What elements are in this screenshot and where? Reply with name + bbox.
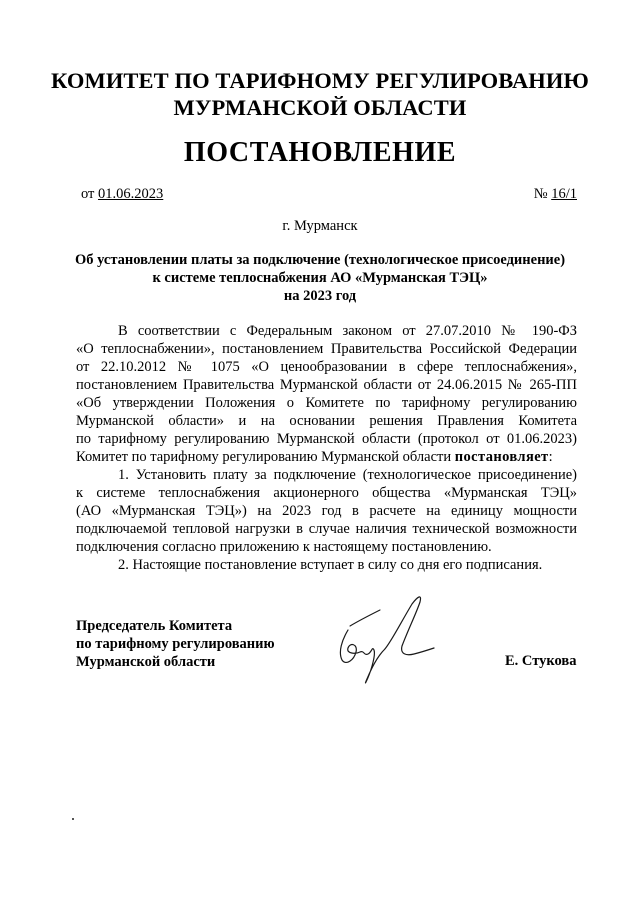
subject-line1: Об установлении платы за подключение (технологическое присоединение) [74, 252, 566, 268]
resolution-prefix: Комитет по тарифному регулированию Мурманской области [76, 449, 455, 465]
body-line: по тарифному регулированию Мурманской области (протокол от 01.06.2023) [76, 431, 577, 447]
number-prefix: № [533, 186, 548, 202]
subject-line3: на 2023 год [283, 288, 357, 304]
document-number [534, 186, 577, 203]
committee-name-line2: МУРМАНСКОЙ ОБЛАСТИ [173, 95, 467, 120]
item1-line: к системе теплоснабжения акционерного общества «Мурманская ТЭЦ» [76, 485, 577, 501]
body-line: от 22.10.2012 № 1075 «О ценообразовании в сфере теплоснабжения», [76, 359, 577, 375]
subject-heading [0, 251, 640, 305]
number-value: 16/1 [551, 186, 577, 202]
item1-line: (АО «Мурманская ТЭЦ») на 2023 год в расчете на единицу мощности [76, 503, 577, 519]
date-prefix: от [81, 186, 95, 202]
scan-speck [72, 818, 74, 820]
resolution-keyword: постановляет [454, 449, 549, 465]
body-line: Мурманской области» и на основании решения Правления Комитета [76, 413, 577, 429]
body-line-resolution [76, 448, 577, 466]
resolution-suffix: : [548, 449, 553, 465]
date-number-row [81, 186, 577, 203]
position-line1: Председатель Комитета [76, 618, 233, 634]
body-line: В соответствии с Федеральным законом от 27.07.2010 № 190-ФЗ [118, 323, 577, 339]
item1-line: подключаемой тепловой нагрузки в случае наличия технической возможности [76, 521, 577, 537]
handwritten-signature [320, 590, 440, 690]
subject-line2: к системе теплоснабжения АО «Мурманская ТЭЦ» [152, 270, 488, 286]
body-line: «Об утверждении Положения о Комитете по тарифному регулированию [76, 395, 577, 411]
document-date [81, 186, 163, 203]
item1-line: подключения согласно приложению к настоящему постановлению. [76, 539, 492, 555]
body-line: «О теплоснабжении», постановлением Правительства Российской Федерации [76, 341, 577, 357]
city: г. Мурманск [282, 218, 358, 234]
item2-line: 2. Настоящие постановление вступает в силу со дня его подписания. [118, 557, 543, 573]
date-value: 01.06.2023 [98, 186, 164, 202]
committee-name [0, 67, 640, 121]
signatory-name: Е. Стукова [505, 653, 577, 669]
signatory-position [76, 617, 275, 671]
committee-name-line1: КОМИТЕТ ПО ТАРИФНОМУ РЕГУЛИРОВАНИЮ [51, 68, 589, 93]
document-body [76, 322, 577, 574]
position-line3: Мурманской области [76, 654, 216, 670]
position-line2: по тарифному регулированию [76, 636, 275, 652]
document-type-title: ПОСТАНОВЛЕНИЕ [183, 137, 457, 168]
item1-line: 1. Установить плату за подключение (технологическое присоединение) [118, 467, 577, 483]
body-line: постановлением Правительства Мурманской области от 24.06.2015 № 265-ПП [76, 377, 577, 393]
